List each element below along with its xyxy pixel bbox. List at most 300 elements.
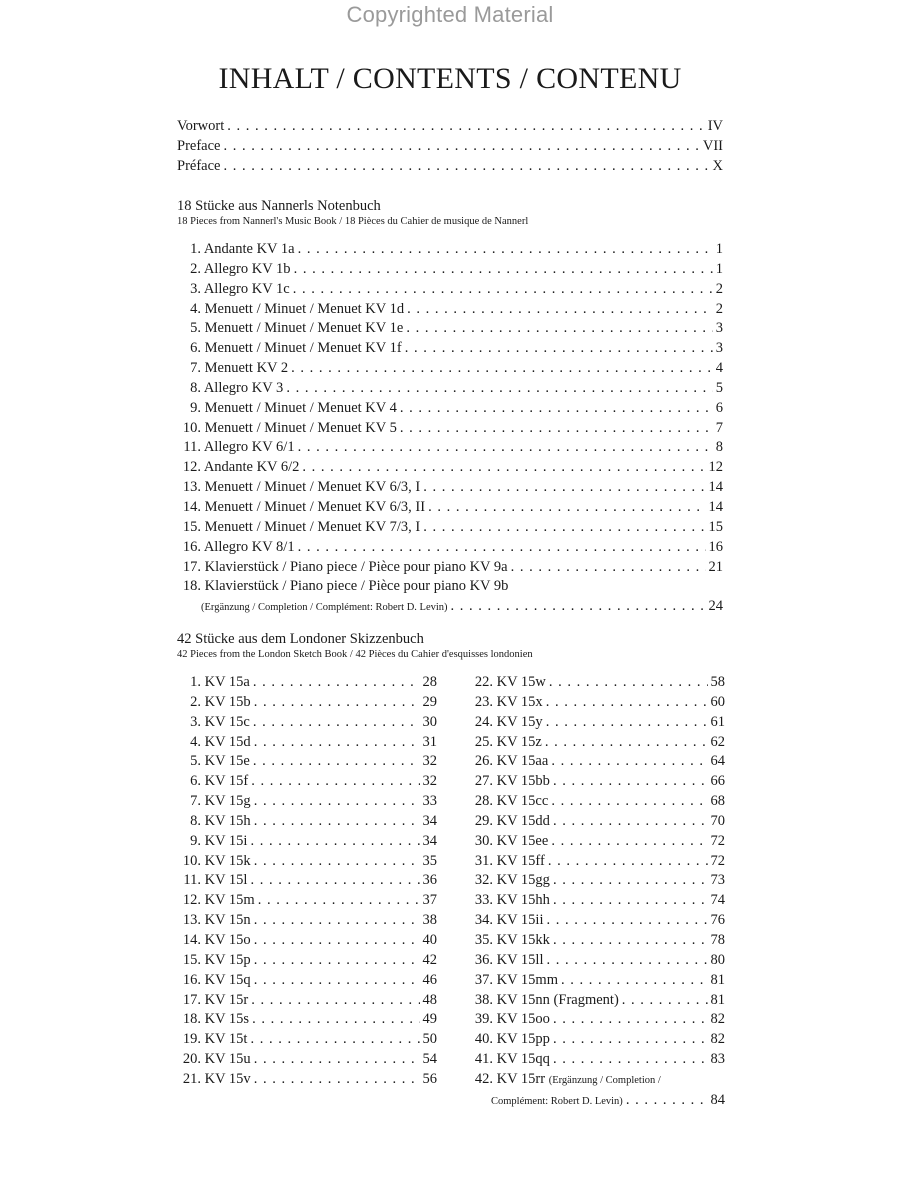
toc-entry-number: 5.	[190, 753, 201, 770]
toc-entry[interactable]	[177, 911, 437, 931]
toc-entry[interactable]	[177, 772, 437, 792]
toc-entry-title	[177, 498, 425, 518]
toc-entry-title	[177, 359, 288, 379]
toc-entry-page: 4	[715, 360, 723, 377]
toc-entry[interactable]	[177, 280, 723, 300]
dot-leader	[254, 693, 420, 713]
toc-entry[interactable]	[177, 792, 437, 812]
toc-entry[interactable]	[177, 458, 723, 478]
toc-entry[interactable]	[177, 852, 437, 872]
toc-entry[interactable]	[177, 733, 437, 753]
toc-entry[interactable]	[177, 1030, 437, 1050]
toc-entry-title	[177, 478, 420, 498]
toc-entry[interactable]	[177, 538, 723, 558]
toc-entry-title	[177, 693, 251, 713]
toc-entry-label: Allegro KV 6/1	[203, 439, 295, 456]
toc-entry-number: 5.	[190, 320, 201, 337]
dot-leader	[548, 852, 708, 872]
dot-leader	[428, 498, 705, 518]
toc-entry-page: 35	[422, 852, 437, 869]
toc-entry-label: KV 15cc	[496, 793, 549, 810]
toc-entry-page: IV	[707, 118, 723, 134]
toc-entry-page: 81	[710, 971, 725, 988]
toc-entry[interactable]	[177, 1010, 437, 1030]
toc-entry-number: 1.	[190, 674, 201, 690]
dot-leader	[250, 1030, 419, 1050]
toc-entry-number: 40.	[474, 1031, 493, 1048]
toc-entry-title	[469, 713, 543, 733]
toc-entry-page: 81	[710, 991, 725, 1008]
toc-entry-page: 32	[422, 753, 437, 770]
toc-entry-label: KV 15k	[204, 852, 251, 869]
dot-leader	[302, 458, 705, 478]
dot-leader	[545, 733, 708, 753]
dot-leader	[254, 792, 420, 812]
toc-entry[interactable]	[177, 478, 723, 498]
toc-entry-title	[177, 518, 420, 538]
toc-entry[interactable]	[469, 792, 725, 812]
toc-entry-number: 3.	[190, 280, 201, 297]
section-subheading: 42 Pieces from the London Sketch Book / 42 Pièces du Cahier d'esquisses londonien	[177, 649, 533, 660]
toc-entry-title	[177, 1050, 251, 1070]
copyright-watermark: Copyrighted Material	[346, 2, 554, 27]
toc-entry-page: 33	[422, 793, 437, 810]
toc-entry[interactable]	[469, 832, 725, 852]
toc-entry-title	[177, 792, 251, 812]
toc-entry-number: 39.	[474, 1011, 493, 1028]
dot-leader	[250, 871, 419, 891]
toc-entry[interactable]	[177, 319, 723, 339]
toc-entry-title	[177, 379, 283, 399]
toc-entry-title	[469, 911, 544, 931]
toc-entry-title	[469, 1030, 550, 1050]
toc-entry-number: 6.	[190, 340, 201, 357]
toc-entry-page: 38	[422, 912, 437, 929]
toc-entry-label: KV 15t	[204, 1031, 248, 1048]
toc-entry[interactable]	[469, 1010, 725, 1030]
toc-entry-number: 18.	[182, 1011, 201, 1028]
dot-leader	[254, 951, 420, 971]
toc-entry-label: Andante KV 1a	[203, 241, 295, 257]
toc-entry-number: 22.	[474, 674, 493, 690]
toc-entry[interactable]	[177, 752, 437, 772]
toc-entry-label: Allegro KV 3	[203, 379, 284, 396]
dot-leader	[546, 693, 708, 713]
dot-leader	[293, 280, 713, 300]
toc-entry-page: 58	[710, 674, 725, 690]
toc-entry-number: 10.	[182, 419, 201, 436]
toc-entry-page: 50	[422, 1031, 437, 1048]
page-title: INHALT / CONTENTS / CONTENU	[218, 62, 682, 95]
toc-entry-page: 42	[422, 951, 437, 968]
toc-entry[interactable]	[469, 871, 725, 891]
toc-entry[interactable]	[469, 733, 725, 753]
toc-entry-number: 12.	[182, 459, 201, 476]
toc-entry-title	[177, 577, 723, 597]
toc-entry-page: 83	[710, 1051, 725, 1068]
toc-entry[interactable]	[177, 673, 437, 693]
toc-entry-number: 13.	[182, 479, 201, 496]
toc-entry[interactable]	[177, 438, 723, 458]
toc-entry[interactable]	[177, 871, 437, 891]
toc-entry[interactable]	[177, 240, 723, 260]
toc-entry[interactable]	[177, 713, 437, 733]
dot-leader	[553, 812, 708, 832]
toc-entry-number: 4.	[190, 300, 201, 317]
toc-entry-page: 36	[422, 872, 437, 889]
toc-entry-label: KV 15bb	[496, 773, 550, 790]
dot-leader	[253, 752, 420, 772]
toc-entry-page: 14	[708, 498, 723, 515]
toc-entry-page: 6	[715, 399, 723, 416]
toc-entry-number: 15.	[182, 951, 201, 968]
toc-entry-label: KV 15x	[496, 693, 543, 710]
toc-entry-page: 16	[708, 538, 723, 555]
toc-entry-page: 3	[715, 320, 723, 337]
toc-entry-label: Vorwort	[177, 118, 225, 134]
toc-entry-number: 42.	[474, 1070, 493, 1087]
section-heading: 18 Stücke aus Nannerls Notenbuch	[177, 198, 381, 214]
toc-entry-page: 60	[710, 693, 725, 710]
dot-leader	[553, 1010, 708, 1030]
toc-entry-title	[177, 419, 397, 439]
dot-leader	[254, 931, 420, 951]
toc-entry-label: KV 15ee	[496, 832, 549, 849]
toc-entry[interactable]	[177, 518, 723, 538]
dot-leader	[298, 538, 706, 558]
toc-entry-label: KV 15qq	[496, 1051, 550, 1068]
toc-entry[interactable]	[177, 339, 723, 359]
toc-entry-number: 41.	[474, 1051, 493, 1068]
toc-entry[interactable]	[469, 772, 725, 792]
toc-entry[interactable]	[177, 1050, 437, 1070]
toc-entry-title	[469, 1010, 550, 1030]
toc-entry-page: 34	[422, 832, 437, 849]
toc-entry[interactable]	[177, 399, 723, 419]
toc-entry-number: 3.	[190, 713, 201, 730]
dot-leader	[253, 713, 420, 733]
toc-entry-title	[177, 558, 508, 578]
dot-leader	[553, 891, 708, 911]
toc-entry-page: 1	[715, 241, 723, 257]
toc-entry-page: 15	[708, 518, 723, 535]
toc-entry[interactable]	[177, 260, 723, 280]
toc-entry-title	[177, 832, 247, 852]
toc-entry-title	[469, 971, 558, 991]
toc-entry[interactable]	[469, 911, 725, 931]
toc-entry-label: KV 15kk	[496, 931, 550, 948]
toc-entry[interactable]	[469, 1050, 725, 1070]
toc-entry-title	[177, 438, 295, 458]
toc-entry-page: 12	[708, 459, 723, 476]
toc-entry-number: 20.	[182, 1051, 201, 1068]
front-matter-list	[177, 116, 723, 176]
toc-entry-number: 7.	[190, 360, 201, 377]
dot-leader	[254, 812, 420, 832]
toc-entry-number: 38.	[474, 991, 493, 1008]
toc-entry-title	[177, 673, 250, 693]
toc-entry-label: KV 15rr	[496, 1070, 546, 1087]
toc-entry[interactable]	[177, 419, 723, 439]
section-nannerl-list	[177, 240, 723, 618]
toc-entry-label: Menuett / Minuet / Menuet KV 1d	[204, 300, 405, 317]
toc-entry[interactable]	[177, 577, 723, 618]
dot-leader	[258, 891, 420, 911]
dot-leader	[547, 951, 708, 971]
toc-entry-preface[interactable]	[177, 136, 723, 156]
dot-leader	[549, 673, 708, 693]
toc-entry[interactable]	[177, 891, 437, 911]
dot-leader	[626, 1091, 708, 1111]
toc-entry-number: 8.	[190, 379, 201, 396]
toc-entry-number: 2.	[190, 693, 201, 710]
toc-entry-number: 30.	[474, 832, 493, 849]
toc-entry[interactable]	[469, 852, 725, 872]
toc-entry-title	[177, 991, 248, 1011]
toc-entry-page: X	[712, 158, 723, 174]
toc-entry-label: KV 15a	[204, 674, 250, 690]
toc-entry-page: 46	[422, 971, 437, 988]
toc-entry-title	[469, 871, 550, 891]
toc-entry[interactable]	[177, 812, 437, 832]
toc-entry-number: 9.	[190, 399, 201, 416]
toc-entry[interactable]	[177, 832, 437, 852]
dot-leader	[253, 673, 420, 693]
toc-entry-label: Menuett / Minuet / Menuet KV 7/3, I	[204, 518, 421, 535]
toc-entry-title	[177, 1030, 247, 1050]
dot-leader	[254, 1050, 420, 1070]
toc-entry-title	[177, 300, 404, 320]
toc-entry-label: Menuett / Minuet / Menuet KV 4	[204, 399, 397, 416]
toc-entry-label: KV 15e	[204, 753, 250, 770]
toc-entry-label: KV 15u	[204, 1051, 251, 1068]
toc-entry[interactable]	[469, 891, 725, 911]
toc-entry-page: 8	[715, 439, 723, 456]
toc-entry-page: 64	[710, 753, 725, 770]
toc-entry-title	[177, 399, 397, 419]
toc-entry-title	[469, 1070, 725, 1091]
toc-entry-title	[177, 911, 251, 931]
toc-entry-label: KV 15i	[204, 832, 248, 849]
toc-entry-number: 27.	[474, 773, 493, 790]
toc-entry-title	[177, 1010, 249, 1030]
toc-entry-label: KV 15o	[204, 931, 251, 948]
toc-entry-number: 33.	[474, 892, 493, 909]
section-london-left-column	[177, 673, 437, 1090]
toc-entry-number: 16.	[182, 538, 201, 555]
toc-entry-title	[469, 673, 546, 693]
toc-entry-label: KV 15dd	[496, 812, 550, 829]
dot-leader	[298, 240, 713, 260]
toc-entry-number: 16.	[182, 971, 201, 988]
toc-entry[interactable]	[177, 971, 437, 991]
toc-entry-number: 21.	[182, 1070, 201, 1087]
toc-entry[interactable]	[177, 951, 437, 971]
toc-entry-title	[469, 891, 550, 911]
toc-entry-label: Menuett / Minuet / Menuet KV 6/3, II	[204, 498, 426, 515]
toc-entry-number: 32.	[474, 872, 493, 889]
toc-entry-title	[177, 319, 403, 339]
toc-entry[interactable]	[177, 693, 437, 713]
toc-entry[interactable]	[177, 359, 723, 379]
toc-entry-label: KV 15c	[204, 713, 250, 730]
dot-leader	[223, 156, 709, 176]
toc-entry-number: 29.	[474, 812, 493, 829]
toc-entry[interactable]	[469, 812, 725, 832]
dot-leader	[553, 871, 708, 891]
toc-entry-number: 11.	[183, 872, 201, 889]
toc-entry-label: KV 15pp	[496, 1031, 550, 1048]
toc-entry-page: 40	[422, 931, 437, 948]
toc-entry-number: 11.	[183, 439, 201, 456]
dot-leader	[227, 116, 704, 136]
toc-entry-title	[469, 693, 543, 713]
toc-entry-page: 24	[708, 598, 723, 615]
toc-entry-label: Allegro KV 8/1	[203, 538, 295, 555]
toc-entry-page: 78	[710, 931, 725, 948]
dot-leader	[551, 792, 707, 812]
toc-entry-title	[469, 991, 619, 1011]
toc-entry-number: 36.	[474, 951, 493, 968]
toc-entry-number: 25.	[474, 733, 493, 750]
toc-entry-note: (Ergänzung / Completion / Complément: Robert D. Levin)	[201, 602, 448, 614]
dot-leader	[405, 339, 713, 359]
dot-leader	[546, 713, 708, 733]
toc-entry-page: 5	[715, 379, 723, 396]
toc-entry-label: Menuett / Minuet / Menuet KV 1f	[204, 340, 402, 357]
dot-leader	[252, 1010, 419, 1030]
toc-entry-page: 66	[710, 773, 725, 790]
dot-leader	[251, 772, 419, 792]
dot-leader	[423, 518, 705, 538]
toc-entry-title	[177, 852, 251, 872]
section-heading: 42 Stücke aus dem Londoner Skizzenbuch	[177, 631, 424, 647]
toc-entry-number: 9.	[190, 832, 201, 849]
toc-entry-label: KV 15v	[204, 1070, 251, 1087]
toc-entry[interactable]	[469, 991, 725, 1011]
toc-entry-page: 76	[710, 912, 725, 929]
dot-leader	[551, 752, 707, 772]
toc-entry-label: Allegro KV 1c	[203, 280, 290, 297]
dot-leader	[622, 991, 708, 1011]
section-subheading: 18 Pieces from Nannerl's Music Book / 18 Pièces du Cahier de musique de Nannerl	[177, 216, 529, 227]
dot-leader	[423, 478, 705, 498]
toc-entry-number: 24.	[474, 713, 493, 730]
toc-entry-preface-fr[interactable]	[177, 156, 723, 176]
toc-entry-page: 72	[710, 852, 725, 869]
toc-entry[interactable]	[177, 300, 723, 320]
toc-entry[interactable]	[469, 971, 725, 991]
toc-entry-page: 37	[422, 892, 437, 909]
toc-entry-title	[177, 871, 247, 891]
dot-leader	[553, 931, 708, 951]
toc-entry-label: KV 15d	[204, 733, 251, 750]
toc-entry-title	[469, 931, 550, 951]
toc-entry-number: 13.	[182, 912, 201, 929]
toc-entry-label: KV 15z	[496, 733, 542, 750]
toc-entry-label: KV 15b	[204, 693, 251, 710]
toc-entry[interactable]	[177, 379, 723, 399]
toc-entry[interactable]	[469, 931, 725, 951]
dot-leader	[254, 852, 420, 872]
toc-entry-label: Menuett / Minuet / Menuet KV 5	[204, 419, 397, 436]
toc-entry-number: 17.	[182, 558, 201, 575]
toc-entry-page: 1	[715, 260, 723, 277]
toc-entry-number: 31.	[474, 852, 493, 869]
toc-entry[interactable]	[469, 1070, 725, 1112]
toc-entry-number: 23.	[474, 693, 493, 710]
dot-leader	[511, 558, 706, 578]
toc-entry-number: 15.	[182, 518, 201, 535]
toc-entry-number: 8.	[190, 812, 201, 829]
toc-entry-number: 1.	[190, 241, 201, 257]
toc-entry-title	[177, 1070, 251, 1090]
dot-leader	[254, 1070, 420, 1090]
toc-entry-label: Preface	[177, 138, 221, 154]
toc-entry-title	[177, 339, 402, 359]
toc-entry[interactable]	[177, 931, 437, 951]
toc-entry-title	[177, 280, 290, 300]
toc-entry-label: KV 15mm	[496, 971, 558, 988]
dot-leader	[223, 136, 699, 156]
toc-entry-number: 7.	[190, 793, 201, 810]
toc-entry-title	[469, 852, 545, 872]
toc-entry[interactable]	[469, 673, 725, 693]
toc-entry-label: Klavierstück / Piano piece / Pièce pour piano KV 9a	[204, 558, 508, 575]
toc-entry-page: VII	[702, 138, 723, 154]
toc-entry[interactable]	[469, 713, 725, 733]
dot-leader	[291, 359, 713, 379]
toc-entry-page: 28	[422, 674, 437, 690]
toc-entry-number: 17.	[182, 991, 201, 1008]
toc-entry[interactable]	[469, 1030, 725, 1050]
toc-entry-title	[469, 733, 542, 753]
toc-entry-number: 12.	[182, 892, 201, 909]
toc-entry-title	[177, 733, 251, 753]
toc-entry-label: Menuett / Minuet / Menuet KV 6/3, I	[204, 479, 421, 496]
dot-leader	[451, 597, 706, 617]
toc-entry-title	[177, 812, 251, 832]
dot-leader	[254, 971, 420, 991]
dot-leader	[400, 399, 713, 419]
toc-entry[interactable]	[177, 498, 723, 518]
toc-entry[interactable]	[469, 693, 725, 713]
toc-entry-label: Allegro KV 1b	[203, 260, 291, 277]
toc-entry-page: 34	[422, 812, 437, 829]
toc-entry-page: 68	[710, 793, 725, 810]
toc-entry-title	[177, 891, 255, 911]
toc-entry[interactable]	[177, 558, 723, 578]
dot-leader	[406, 319, 712, 339]
dot-leader	[254, 733, 420, 753]
toc-entry[interactable]	[469, 752, 725, 772]
toc-entry[interactable]	[177, 991, 437, 1011]
toc-entry-page: 56	[422, 1070, 437, 1087]
toc-entry-vorwort[interactable]	[177, 116, 723, 136]
toc-entry-title	[469, 1050, 550, 1070]
toc-entry-title	[177, 971, 251, 991]
toc-entry[interactable]	[469, 951, 725, 971]
dot-leader	[298, 438, 713, 458]
toc-entry-title	[469, 951, 544, 971]
toc-entry[interactable]	[177, 1070, 437, 1090]
dot-leader	[553, 1030, 708, 1050]
toc-entry-label: KV 15f	[204, 773, 249, 790]
dot-leader	[551, 832, 707, 852]
toc-entry-label: KV 15m	[204, 892, 255, 909]
toc-entry-title	[469, 792, 548, 812]
toc-entry-number: 10.	[182, 852, 201, 869]
